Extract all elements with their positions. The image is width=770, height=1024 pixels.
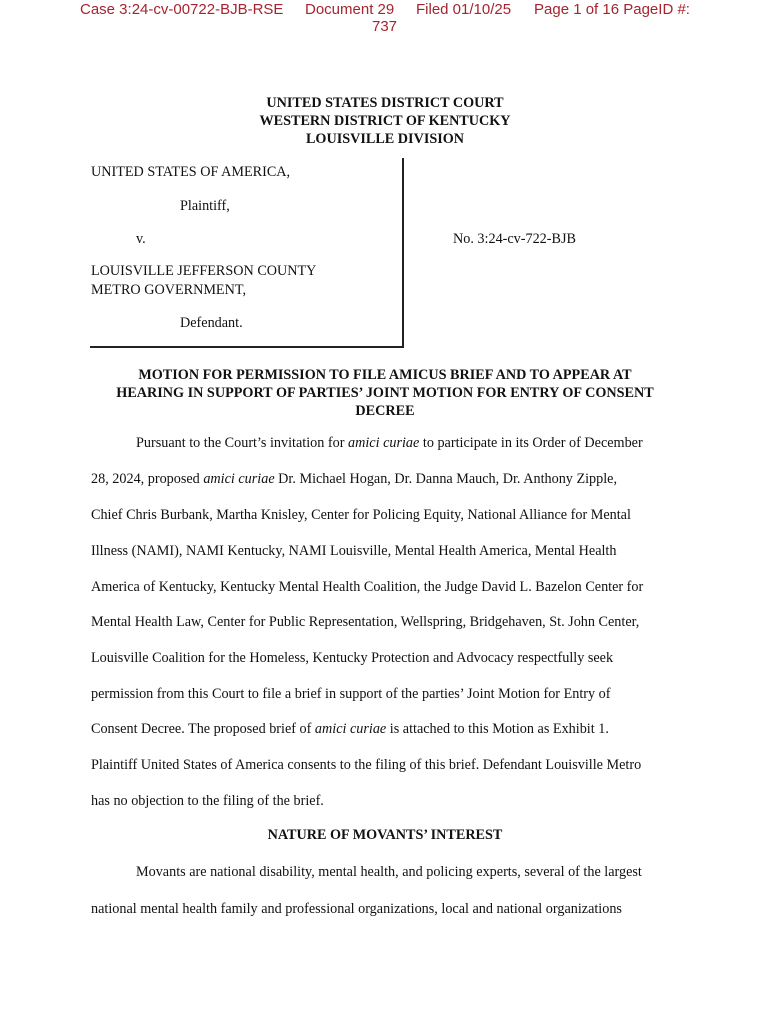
case-number: No. 3:24-cv-722-BJB — [453, 231, 576, 247]
paragraph-line: permission from this Court to file a brief in support of the parties’ Joint Motion for Entry of — [91, 686, 611, 702]
paragraph-line: Movants are national disability, mental health, and policing experts, several of the largest — [136, 864, 642, 880]
document-number-stamp: Document 29 — [305, 1, 395, 18]
paragraph-line: Louisville Coalition for the Homeless, Kentucky Protection and Advocacy respectfully seek — [91, 650, 614, 666]
plaintiff-role: Plaintiff, — [180, 198, 230, 214]
paragraph-line: Chief Chris Burbank, Martha Knisley, Center for Policing Equity, National Alliance for Mental — [91, 507, 631, 523]
case-number-stamp: Case 3:24-cv-00722-BJB-RSE — [80, 1, 284, 18]
motion-title-line1: MOTION FOR PERMISSION TO FILE AMICUS BRIEF AND TO APPEAR AT — [138, 367, 632, 383]
paragraph-line: Consent Decree. The proposed brief of amici curiae is attached to this Motion as Exhibit 1. — [91, 721, 609, 737]
paragraph-line: Pursuant to the Court’s invitation for amici curiae to participate in its Order of December — [136, 435, 643, 451]
court-division: LOUISVILLE DIVISION — [305, 131, 465, 147]
versus-label: v. — [136, 231, 146, 247]
defendant-name-line2: METRO GOVERNMENT, — [91, 282, 247, 298]
court-name: UNITED STATES DISTRICT COURT — [266, 95, 504, 111]
pageid-stamp: 737 — [372, 18, 398, 35]
court-heading — [0, 94, 770, 148]
paragraph-line: Illness (NAMI), NAMI Kentucky, NAMI Louisville, Mental Health America, Mental Health — [91, 543, 617, 559]
paragraph-line: 28, 2024, proposed amici curiae Dr. Michael Hogan, Dr. Danna Mauch, Dr. Anthony Zipple, — [91, 471, 618, 487]
plaintiff-name: UNITED STATES OF AMERICA, — [91, 164, 291, 180]
paragraph-line: Plaintiff United States of America consents to the filing of this brief. Defendant Louisville Metro — [91, 757, 642, 773]
section-heading: NATURE OF MOVANTS’ INTEREST — [267, 827, 503, 843]
paragraph-line: has no objection to the filing of the brief. — [91, 793, 324, 809]
caption-vertical-rule — [402, 158, 404, 348]
defendant-role: Defendant. — [180, 315, 243, 331]
motion-title-line2: HEARING IN SUPPORT OF PARTIES’ JOINT MOTION FOR ENTRY OF CONSENT — [116, 385, 654, 401]
paragraph-line: national mental health family and professional organizations, local and national organizations — [91, 901, 622, 917]
paragraph-line: Mental Health Law, Center for Public Representation, Wellspring, Bridgehaven, St. John Center, — [91, 614, 640, 630]
paragraph-line: America of Kentucky, Kentucky Mental Health Coalition, the Judge David L. Bazelon Center for — [91, 579, 644, 595]
motion-title — [0, 366, 770, 420]
motion-title-line3: DECREE — [355, 403, 415, 419]
defendant-name-line1: LOUISVILLE JEFFERSON COUNTY — [91, 263, 317, 279]
court-district: WESTERN DISTRICT OF KENTUCKY — [259, 113, 511, 129]
page-count-stamp: Page 1 of 16 PageID #: — [534, 1, 690, 18]
caption-horizontal-rule — [90, 346, 404, 348]
filed-date-stamp: Filed 01/10/25 — [416, 1, 512, 18]
